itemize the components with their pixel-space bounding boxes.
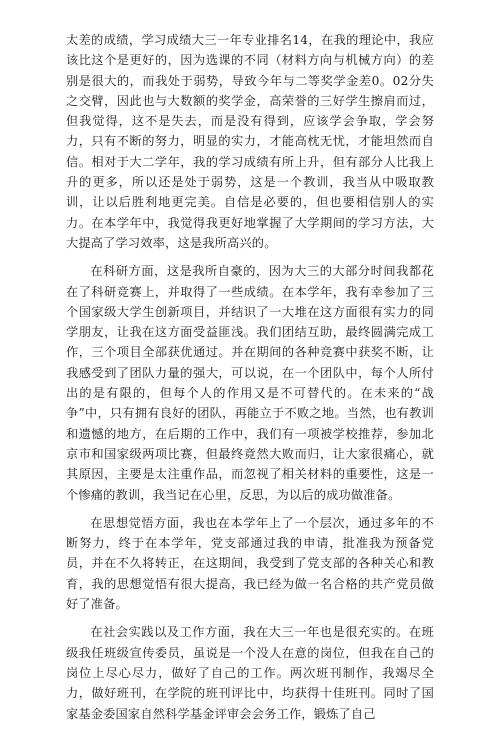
paragraph-research: 在科研方面，这是我所自豪的，因为大三的大部分时间我都花在了科研竞赛上，并取得了一些成绩。在本学年，我有幸参加了三个国家级大学生创新项目，并结识了一大堆在这方面很有实力的同学朋友，让我在这方面受益匪浅。我们团结互助，最终圆满完成工作，三个项目全部获优通过。并在期间的各种竞赛中获奖不断，让我感受到了团队力量的强大，可以说，在一个团队中，每个人所付出的是有限的，但每个人的作用又是不可替代的。在未来的“战争”中，只有拥有良好的团队，再能立于不败之地。当然，也有教训和遗憾的地方，在后期的工作中，我们有一项被学校推荐，参加北京市和国家级两项比赛，但最终竟然大败而归，让大家很痛心，就其原因，主要是太注重作品，而忽视了相关材料的重要性，这是一个惨痛的教训，我当记在心里，反思，为以后的成功做准备。 (66, 264, 434, 502)
paragraph-academic-performance: 太差的成绩，学习成绩大三一年专业排名14，在我的理论中，我应该比这个是更好的，因为选课的不同（材料方向与机械方向）的差别是很大的，而我处于弱势，导致今年与二等奖学金差0。02分失之交臂，因此也与大数额的奖学金，高荣誉的三好学生擦肩而过，但我觉得，这不是失去，而是没有得到，应该学会争取，学会努力，只有不断的努力，明显的实力，才能高枕无忧，才能坦然而自信。相对于大二学年，我的学习成绩有所上升，但有部分人比我上升的更多，所以还是处于弱势，这是一个教训，我当从中吸取教训，让以后胜利地更完美。自信是必要的，但也要相信别人的实力。在本学年中，我觉得我更好地掌握了大学期间的学习方法，大大提高了学习效率，这是我所高兴的。 (66, 33, 434, 250)
paragraph-social-practice: 在社会实践以及工作方面，我在大三一年也是很充实的。在班级我任班级宣传委员，虽说是一个没人在意的岗位，但我在自己的岗位上尽心尽力，做好了自己的工作。两次班刊制作，我竭尽全力，做好班刊，在学院的班刊评比中，均获得十佳班刊。同时了国家基金委国家自然科学基金评审会会务工作，锻炼了自己 (66, 625, 434, 721)
paragraph-ideology: 在思想觉悟方面，我也在本学年上了一个层次，通过多年的不断努力，终于在本学年，党支部通过我的申请，批准我为预备党员，并在不久将转正，在这期间，我受到了党支部的各种关心和教育，我的思想觉悟有很大提高，我已经为做一名合格的共产党员做好了准备。 (66, 515, 434, 612)
document-body (66, 30, 434, 732)
